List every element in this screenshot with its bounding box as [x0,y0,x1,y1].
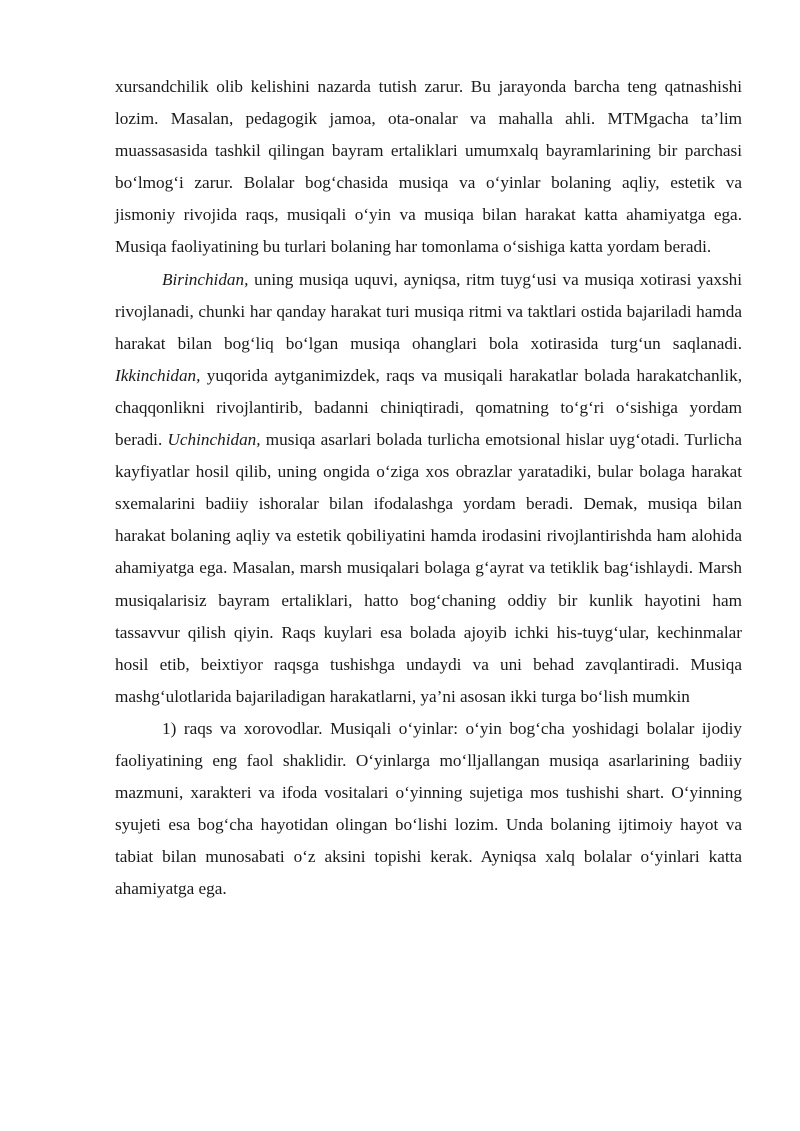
paragraph-2-text-3: musiqa asarlari bolada turlicha emotsional hislar uyg‘otadi. Turlicha kayfiyatlar hosil qilib, uning ongida o‘ziga xos obrazlar yaratadiki, bular bolaga harakat sxemalarini badiiy ishoralar bilan ifodalashga yordam beradi. Demak, musiqa bilan harakat bolaning aqliy va estetik qobiliyatini hamda irodasini rivojlantirishda ham alohida ahamiyatga ega. Masalan, marsh musiqalari bolaga g‘ayrat va tetiklik bag‘ishlaydi. Marsh musiqalarisiz bayram ertaliklari, hatto bog‘chaning oddiy bir kunlik hayotini ham tassavvur qilish qiyin. Raqs kuylari esa bolada ajoyib ichki his-tuyg‘ular, kechinmalar hosil etib, beixtiyor raqsga tushishga undaydi va uni behad zavqlantiradi. Musiqa mashg‘ulotlarida bajariladigan harakatlarni, ya’ni asosan ikki turga bo‘lish mumkin [115,430,742,706]
italic-term-ikkinchidan: Ikkinchidan, [115,365,201,385]
paragraph-2-text-1: uning musiqa uquvi, ayniqsa, ritm tuyg‘usi va musiqa xotirasi yaxshi rivojlanadi, chunki har qanday harakat turi musiqa ritmi va taktlari ostida bajariladi hamda harakat bilan bog‘liq bo‘lgan musiqa ohanglari bola xotirasida turg‘un saqlanadi. [115,269,742,353]
paragraph-2-text-2: yuqorida aytganimizdek, raqs va musiqali harakatlar bolada harakatchanlik, chaqqonlikni rivojlantirib, badanni chiniqtiradi, qomatning to‘g‘ri o‘sishiga yordam beradi. [115,365,742,450]
document-page [115,71,742,905]
paragraph-3: 1) raqs va xorovodlar. Musiqali o‘yinlar: o‘yin bog‘cha yoshidagi bolalar ijodiy faoliyatining eng faol shaklidir. O‘yinlarga mo‘lljallangan musiqa asarlarining badiiy mazmuni, xarakteri va ifoda vositalari o‘yinning sujetiga mos tushishi shart. O‘yinning syujeti esa bog‘cha hayotidan olingan bo‘lishi lozim. Unda bolaning ijtimoiy hayot va tabiat bilan munosabati o‘z aksini topishi kerak. Ayniqsa xalq bolalar o‘yinlari katta ahamiyatga ega. [115,718,742,899]
italic-term-uchinchidan: Uchinchidan, [167,430,261,450]
italic-term-birinchidan: Birinchidan, [162,269,249,289]
paragraph-2 [115,264,742,713]
paragraph-1: xursandchilik olib kelishini nazarda tutish zarur. Bu jarayonda barcha teng qatnashishi lozim. Masalan, pedagogik jamoa, ota-onalar va mahalla ahli. MTMgacha ta’lim muassasasida tashkil qilingan bayram ertaliklari umumxalq bayramlarining bir parchasi bo‘lmog‘i zarur. Bolalar bog‘chasida musiqa va o‘yinlar bolaning aqliy, estetik va jismoniy rivojida raqs, musiqali o‘yin va musiqa bilan harakat katta ahamiyatga ega. Musiqa faoliyatining bu turlari bolaning har tomonlama o‘sishiga katta yordam beradi. [115,77,742,257]
